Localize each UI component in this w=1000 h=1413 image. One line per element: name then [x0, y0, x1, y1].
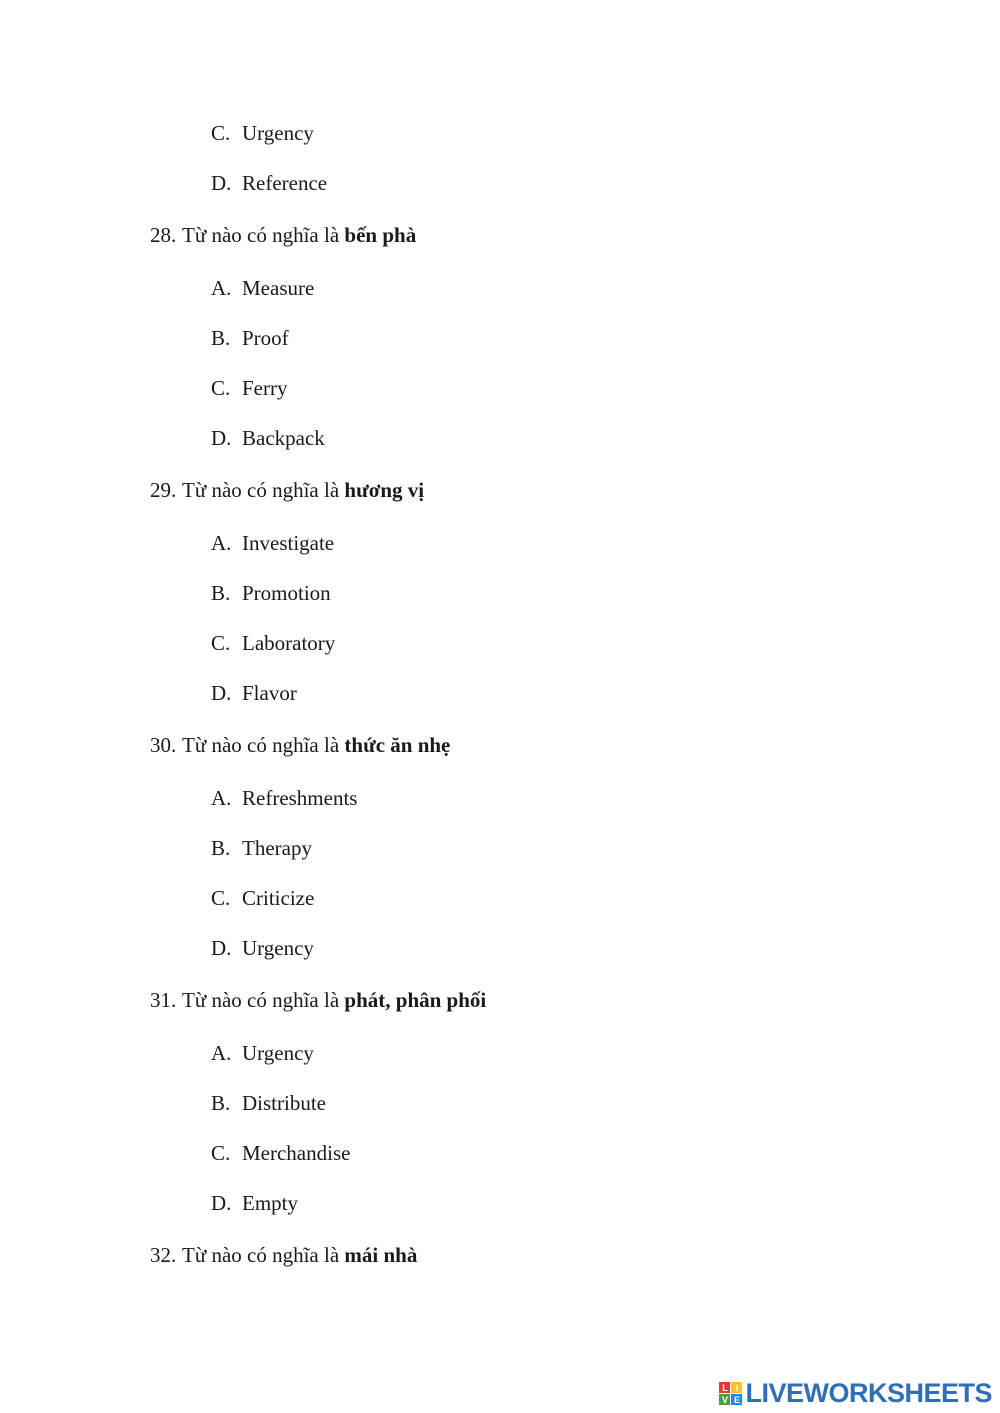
question-number: 29. — [150, 478, 177, 502]
option-text: Criticize — [242, 886, 315, 910]
logo-cell: I — [731, 1382, 742, 1393]
answer-option[interactable] — [211, 680, 297, 706]
question-prefix: Từ nào có nghĩa là — [182, 733, 345, 757]
answer-option[interactable] — [211, 785, 357, 811]
answer-option[interactable] — [211, 375, 288, 401]
option-text: Ferry — [242, 376, 288, 400]
answer-option[interactable] — [211, 835, 312, 861]
question-number: 32. — [150, 1243, 177, 1267]
answer-option[interactable] — [211, 1190, 298, 1216]
logo-cell: V — [719, 1394, 730, 1405]
answer-option[interactable] — [211, 1040, 314, 1066]
option-text: Urgency — [242, 121, 314, 145]
logo-cell: E — [731, 1394, 742, 1405]
question-prefix: Từ nào có nghĩa là — [182, 988, 345, 1012]
answer-option[interactable] — [211, 580, 331, 606]
logo-cell: L — [719, 1382, 730, 1393]
question-term: bến phà — [344, 223, 417, 247]
option-letter: D. — [211, 171, 232, 195]
question-prefix: Từ nào có nghĩa là — [182, 1243, 345, 1267]
question-number: 31. — [150, 988, 177, 1012]
option-letter: C. — [211, 631, 231, 655]
question-number: 30. — [150, 733, 177, 757]
liveworksheets-brand — [719, 1378, 992, 1409]
question — [150, 1242, 417, 1268]
option-letter: D. — [211, 681, 232, 705]
liveworksheets-logo-icon — [719, 1382, 742, 1405]
option-text: Investigate — [242, 531, 335, 555]
question — [150, 987, 486, 1013]
option-text: Therapy — [242, 836, 312, 860]
question — [150, 222, 416, 248]
option-letter: B. — [211, 326, 231, 350]
question — [150, 732, 450, 758]
option-text: Reference — [242, 171, 328, 195]
option-letter: B. — [211, 836, 231, 860]
option-text: Laboratory — [242, 631, 336, 655]
question-term: mái nhà — [344, 1243, 418, 1267]
answer-option[interactable] — [211, 170, 327, 196]
option-letter: C. — [211, 886, 231, 910]
option-letter: B. — [211, 581, 231, 605]
answer-option[interactable] — [211, 120, 314, 146]
option-letter: A. — [211, 531, 232, 555]
option-text: Flavor — [242, 681, 297, 705]
option-text: Proof — [242, 326, 289, 350]
option-letter: C. — [211, 121, 231, 145]
option-text: Backpack — [242, 426, 325, 450]
option-letter: A. — [211, 1041, 232, 1065]
question-prefix: Từ nào có nghĩa là — [182, 223, 345, 247]
option-text: Empty — [242, 1191, 298, 1215]
question-number: 28. — [150, 223, 177, 247]
option-letter: A. — [211, 276, 232, 300]
option-text: Promotion — [242, 581, 331, 605]
answer-option[interactable] — [211, 935, 314, 961]
option-text: Refreshments — [242, 786, 358, 810]
brand-name: LIVEWORKSHEETS — [745, 1378, 992, 1408]
option-letter: C. — [211, 376, 231, 400]
option-letter: B. — [211, 1091, 231, 1115]
answer-option[interactable] — [211, 1090, 326, 1116]
option-letter: D. — [211, 936, 232, 960]
question — [150, 477, 424, 503]
option-text: Merchandise — [242, 1141, 351, 1165]
question-term: hương vị — [344, 478, 425, 502]
option-letter: A. — [211, 786, 232, 810]
question-term: phát, phân phối — [344, 988, 487, 1012]
answer-option[interactable] — [211, 630, 335, 656]
question-term: thức ăn nhẹ — [344, 733, 451, 757]
option-text: Urgency — [242, 1041, 314, 1065]
question-prefix: Từ nào có nghĩa là — [182, 478, 345, 502]
option-letter: D. — [211, 1191, 232, 1215]
option-text: Measure — [242, 276, 315, 300]
option-text: Urgency — [242, 936, 314, 960]
option-text: Distribute — [242, 1091, 326, 1115]
answer-option[interactable] — [211, 325, 289, 351]
option-letter: C. — [211, 1141, 231, 1165]
answer-option[interactable] — [211, 885, 314, 911]
answer-option[interactable] — [211, 275, 314, 301]
answer-option[interactable] — [211, 425, 325, 451]
answer-option[interactable] — [211, 530, 334, 556]
answer-option[interactable] — [211, 1140, 350, 1166]
option-letter: D. — [211, 426, 232, 450]
